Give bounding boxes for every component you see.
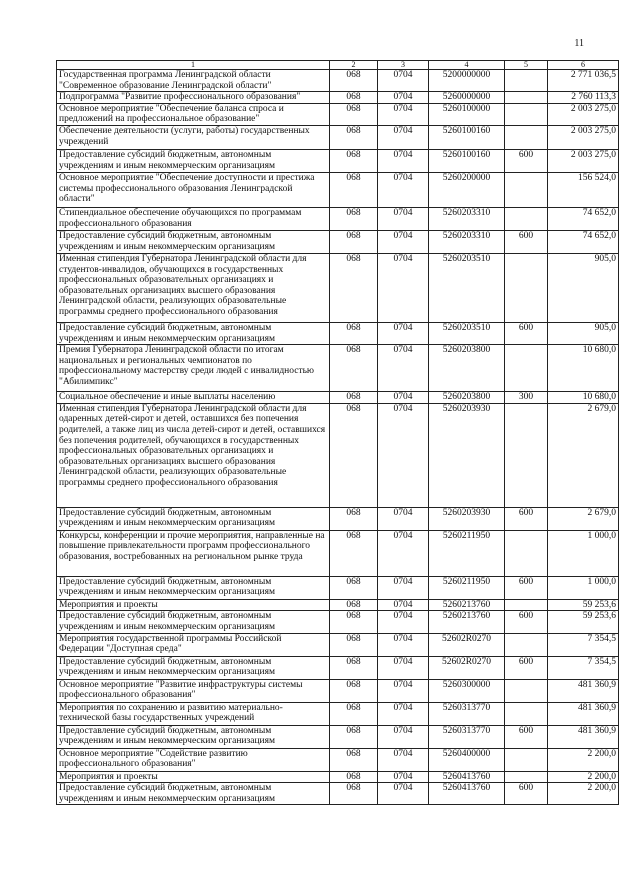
amount-cell: 1 000,0	[548, 576, 619, 599]
expense-type-cell: 600	[505, 725, 548, 748]
ministry-code-cell: 068	[330, 92, 378, 104]
row-name-cell: Социальное обеспечение и иные выплаты населению	[57, 392, 330, 404]
page-number: 11	[574, 38, 584, 49]
target-article-cell: 5260203510	[429, 253, 505, 322]
table-row	[57, 633, 619, 656]
expense-type-cell: 300	[505, 392, 548, 404]
row-name-cell: Предоставление субсидий бюджетным, автономным учреждениям и иным некоммерческим организациям	[57, 783, 330, 805]
target-article-cell: 5260203510	[429, 322, 505, 344]
row-name-cell: Мероприятия государственной программы Российской Федерации "Доступная среда"	[57, 633, 330, 656]
table-row	[57, 576, 619, 599]
table-row	[57, 345, 619, 392]
target-article-cell: 5260203800	[429, 392, 505, 404]
amount-cell: 7 354,5	[548, 656, 619, 679]
ministry-code-cell: 068	[330, 149, 378, 172]
target-article-cell: 5260211950	[429, 530, 505, 576]
row-name-cell: Предоставление субсидий бюджетным, автономным учреждениям и иным некоммерческим организациям	[57, 576, 330, 599]
section-code-cell: 0704	[378, 125, 429, 149]
table-row	[57, 748, 619, 771]
target-article-cell: 5260313770	[429, 702, 505, 725]
table-row	[57, 392, 619, 404]
row-name-cell: Именная стипендия Губернатора Ленинградской области для студентов-инвалидов, обучающихся в государственных профессиональных образовательных организациях и образовательных организациях высшего образования Ленинградской области, реализующих образовательные программы среднего профессионального образования	[57, 253, 330, 322]
row-name-cell: Предоставление субсидий бюджетным, автономным учреждениям и иным некоммерческим организациям	[57, 656, 330, 679]
expense-type-cell	[505, 633, 548, 656]
target-article-cell: 52602R0270	[429, 656, 505, 679]
row-name-cell: Стипендиальное обеспечение обучающихся по программам профессионального образования	[57, 207, 330, 230]
target-article-cell: 5260203930	[429, 403, 505, 507]
target-article-cell: 5260203930	[429, 507, 505, 530]
expense-type-cell: 600	[505, 611, 548, 633]
row-name-cell: Предоставление субсидий бюджетным, автономным учреждениям и иным некоммерческим организациям	[57, 230, 330, 253]
amount-cell: 2 679,0	[548, 507, 619, 530]
table-row	[57, 103, 619, 125]
ministry-code-cell: 068	[330, 771, 378, 783]
target-article-cell: 5260100000	[429, 103, 505, 125]
column-header-row	[57, 61, 619, 70]
expense-type-cell	[505, 70, 548, 92]
section-code-cell: 0704	[378, 633, 429, 656]
amount-cell: 1 000,0	[548, 530, 619, 576]
table-row	[57, 253, 619, 322]
row-name-cell: Основное мероприятие "Обеспечение доступности и престижа системы профессионального образования Ленинградской области"	[57, 172, 330, 207]
table-row	[57, 702, 619, 725]
amount-cell: 905,0	[548, 322, 619, 344]
expense-type-cell: 600	[505, 656, 548, 679]
amount-cell: 2 200,0	[548, 783, 619, 805]
section-code-cell: 0704	[378, 253, 429, 322]
expense-type-cell	[505, 92, 548, 104]
expense-type-cell: 600	[505, 230, 548, 253]
expense-type-cell: 600	[505, 149, 548, 172]
row-name-cell: Государственная программа Ленинградской области "Современное образование Ленинградской области"	[57, 70, 330, 92]
amount-cell: 2 003 275,0	[548, 103, 619, 125]
amount-cell: 2 200,0	[548, 748, 619, 771]
target-article-cell: 5260100160	[429, 149, 505, 172]
table-body	[57, 70, 619, 805]
section-code-cell: 0704	[378, 507, 429, 530]
amount-cell: 2 679,0	[548, 403, 619, 507]
row-name-cell: Именная стипендия Губернатора Ленинградской области для одаренных детей-сирот и детей, оставшихся без попечения родителей, а также лиц из числа детей-сирот и детей, оставшихся без попечения родителей, обучающихся в государственных профессиональных образовательных организациях и образовательных организациях высшего образования Ленинградской области, реализующих образовательные программы среднего профессионального образования	[57, 403, 330, 507]
table-row	[57, 70, 619, 92]
amount-cell: 481 360,9	[548, 702, 619, 725]
table-row	[57, 92, 619, 104]
row-name-cell: Мероприятия по сохранению и развитию материально-технической базы государственных учреждений	[57, 702, 330, 725]
amount-cell: 59 253,6	[548, 611, 619, 633]
ministry-code-cell: 068	[330, 253, 378, 322]
expense-type-cell	[505, 748, 548, 771]
ministry-code-cell: 068	[330, 172, 378, 207]
target-article-cell: 5260203800	[429, 345, 505, 392]
table-row	[57, 125, 619, 149]
row-name-cell: Мероприятия и проекты	[57, 771, 330, 783]
target-article-cell: 5260213760	[429, 611, 505, 633]
row-name-cell: Обеспечение деятельности (услуги, работы) государственных учреждений	[57, 125, 330, 149]
section-code-cell: 0704	[378, 656, 429, 679]
row-name-cell: Основное мероприятие "Содействие развитию профессионального образования"	[57, 748, 330, 771]
ministry-code-cell: 068	[330, 679, 378, 702]
expense-type-cell	[505, 125, 548, 149]
ministry-code-cell: 068	[330, 599, 378, 611]
section-code-cell: 0704	[378, 207, 429, 230]
table-row	[57, 611, 619, 633]
ministry-code-cell: 068	[330, 322, 378, 344]
section-code-cell: 0704	[378, 783, 429, 805]
amount-cell: 2 200,0	[548, 771, 619, 783]
ministry-code-cell: 068	[330, 633, 378, 656]
target-article-cell: 5260211950	[429, 576, 505, 599]
expense-type-cell	[505, 530, 548, 576]
table-row	[57, 679, 619, 702]
table-row	[57, 403, 619, 507]
target-article-cell: 5260413760	[429, 783, 505, 805]
section-code-cell: 0704	[378, 576, 429, 599]
expense-type-cell	[505, 403, 548, 507]
expense-type-cell: 600	[505, 507, 548, 530]
expense-type-cell: 600	[505, 322, 548, 344]
section-code-cell: 0704	[378, 103, 429, 125]
expense-type-cell: 600	[505, 576, 548, 599]
expense-type-cell	[505, 599, 548, 611]
ministry-code-cell: 068	[330, 507, 378, 530]
ministry-code-cell: 068	[330, 403, 378, 507]
table-row	[57, 207, 619, 230]
table-row	[57, 599, 619, 611]
expense-type-cell	[505, 103, 548, 125]
target-article-cell: 5260413760	[429, 771, 505, 783]
amount-cell: 481 360,9	[548, 725, 619, 748]
row-name-cell: Конкурсы, конференции и прочие мероприятия, направленные на повышение привлекательности программ профессионального образования, востребованных на региональном рынке труда	[57, 530, 330, 576]
ministry-code-cell: 068	[330, 125, 378, 149]
ministry-code-cell: 068	[330, 207, 378, 230]
expense-type-cell	[505, 253, 548, 322]
amount-cell: 7 354,5	[548, 633, 619, 656]
table-row	[57, 149, 619, 172]
amount-cell: 905,0	[548, 253, 619, 322]
ministry-code-cell: 068	[330, 103, 378, 125]
target-article-cell: 5260200000	[429, 172, 505, 207]
table-row	[57, 230, 619, 253]
ministry-code-cell: 068	[330, 345, 378, 392]
section-code-cell: 0704	[378, 345, 429, 392]
row-name-cell: Основное мероприятие "Обеспечение баланса спроса и предложений на профессиональное образование"	[57, 103, 330, 125]
row-name-cell: Основное мероприятие "Развитие инфраструктуры системы профессионального образования"	[57, 679, 330, 702]
amount-cell: 74 652,0	[548, 207, 619, 230]
expense-type-cell	[505, 172, 548, 207]
amount-cell: 481 360,9	[548, 679, 619, 702]
expense-type-cell	[505, 771, 548, 783]
section-code-cell: 0704	[378, 172, 429, 207]
row-name-cell: Предоставление субсидий бюджетным, автономным учреждениям и иным некоммерческим организациям	[57, 611, 330, 633]
table-row	[57, 656, 619, 679]
target-article-cell: 5260300000	[429, 679, 505, 702]
row-name-cell: Предоставление субсидий бюджетным, автономным учреждениям и иным некоммерческим организациям	[57, 149, 330, 172]
column-header: 2	[330, 61, 378, 70]
ministry-code-cell: 068	[330, 611, 378, 633]
table-row	[57, 725, 619, 748]
section-code-cell: 0704	[378, 679, 429, 702]
table-row	[57, 783, 619, 805]
ministry-code-cell: 068	[330, 70, 378, 92]
budget-table	[56, 60, 619, 805]
table-row	[57, 172, 619, 207]
column-header: 4	[429, 61, 505, 70]
ministry-code-cell: 068	[330, 725, 378, 748]
table-row	[57, 322, 619, 344]
expense-type-cell	[505, 207, 548, 230]
target-article-cell: 5260203310	[429, 230, 505, 253]
section-code-cell: 0704	[378, 599, 429, 611]
row-name-cell: Предоставление субсидий бюджетным, автономным учреждениям и иным некоммерческим организациям	[57, 507, 330, 530]
section-code-cell: 0704	[378, 748, 429, 771]
amount-cell: 74 652,0	[548, 230, 619, 253]
section-code-cell: 0704	[378, 149, 429, 172]
amount-cell: 2 760 113,3	[548, 92, 619, 104]
section-code-cell: 0704	[378, 392, 429, 404]
section-code-cell: 0704	[378, 322, 429, 344]
section-code-cell: 0704	[378, 92, 429, 104]
ministry-code-cell: 068	[330, 656, 378, 679]
amount-cell: 10 680,0	[548, 392, 619, 404]
target-article-cell: 5260000000	[429, 92, 505, 104]
amount-cell: 2 003 275,0	[548, 125, 619, 149]
ministry-code-cell: 068	[330, 576, 378, 599]
target-article-cell: 5260213760	[429, 599, 505, 611]
expense-type-cell	[505, 679, 548, 702]
expense-type-cell	[505, 345, 548, 392]
expense-type-cell	[505, 702, 548, 725]
table-row	[57, 771, 619, 783]
table-row	[57, 530, 619, 576]
row-name-cell: Подпрограмма "Развитие профессионального образования"	[57, 92, 330, 104]
ministry-code-cell: 068	[330, 392, 378, 404]
amount-cell: 2 771 036,5	[548, 70, 619, 92]
row-name-cell: Премия Губернатора Ленинградской области по итогам национальных и региональных чемпионатов по профессиональному мастерству среди людей с инвалидностью "Абилимпикс"	[57, 345, 330, 392]
amount-cell: 156 524,0	[548, 172, 619, 207]
ministry-code-cell: 068	[330, 702, 378, 725]
expense-type-cell: 600	[505, 783, 548, 805]
row-name-cell: Предоставление субсидий бюджетным, автономным учреждениям и иным некоммерческим организациям	[57, 725, 330, 748]
column-header: 3	[378, 61, 429, 70]
section-code-cell: 0704	[378, 611, 429, 633]
target-article-cell: 5260313770	[429, 725, 505, 748]
ministry-code-cell: 068	[330, 783, 378, 805]
row-name-cell: Мероприятия и проекты	[57, 599, 330, 611]
amount-cell: 59 253,6	[548, 599, 619, 611]
row-name-cell: Предоставление субсидий бюджетным, автономным учреждениям и иным некоммерческим организациям	[57, 322, 330, 344]
ministry-code-cell: 068	[330, 748, 378, 771]
section-code-cell: 0704	[378, 702, 429, 725]
section-code-cell: 0704	[378, 70, 429, 92]
amount-cell: 10 680,0	[548, 345, 619, 392]
amount-cell: 2 003 275,0	[548, 149, 619, 172]
column-header: 5	[505, 61, 548, 70]
column-header: 1	[57, 61, 330, 70]
section-code-cell: 0704	[378, 230, 429, 253]
column-header: 6	[548, 61, 619, 70]
target-article-cell: 5260400000	[429, 748, 505, 771]
section-code-cell: 0704	[378, 530, 429, 576]
target-article-cell: 5260203310	[429, 207, 505, 230]
target-article-cell: 52602R0270	[429, 633, 505, 656]
target-article-cell: 5260100160	[429, 125, 505, 149]
section-code-cell: 0704	[378, 403, 429, 507]
section-code-cell: 0704	[378, 771, 429, 783]
table-row	[57, 507, 619, 530]
target-article-cell: 5200000000	[429, 70, 505, 92]
section-code-cell: 0704	[378, 725, 429, 748]
ministry-code-cell: 068	[330, 230, 378, 253]
ministry-code-cell: 068	[330, 530, 378, 576]
